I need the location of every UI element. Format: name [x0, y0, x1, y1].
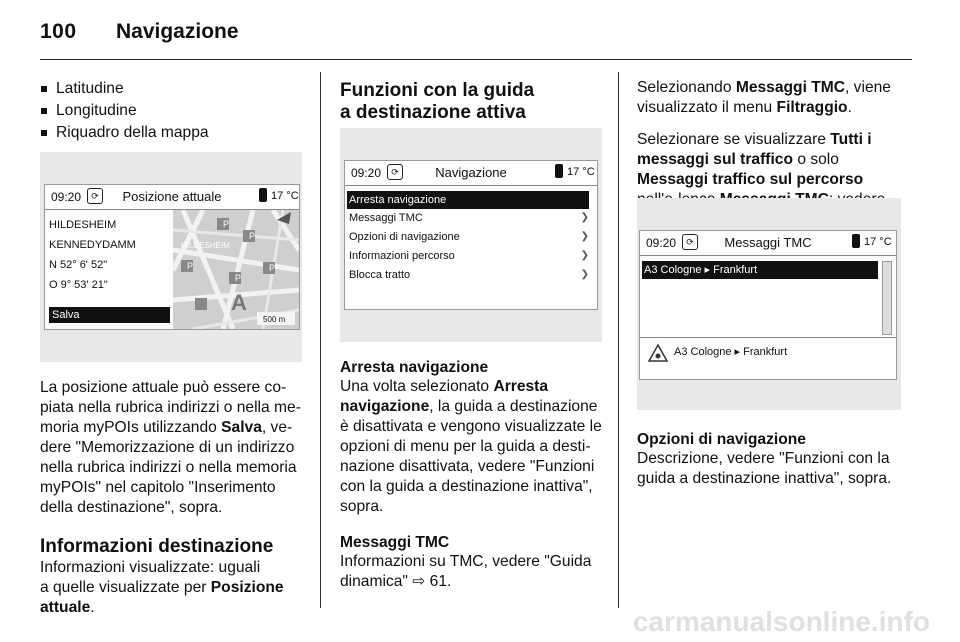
- column-1-text: [40, 378, 308, 618]
- clock-time: 09:20: [51, 190, 82, 204]
- thermometer-icon: [259, 188, 267, 202]
- screen-current-position: [44, 184, 300, 330]
- paragraph-traffic-select: Selezionare se visualizzare Tutti i messaggi sul traffico o solo Messaggi traffico sul percorso: [637, 131, 872, 188]
- scrollbar[interactable]: [882, 261, 892, 335]
- svg-text:P: P: [187, 261, 194, 271]
- bullet-icon: [41, 130, 47, 136]
- chevron-right-icon: ❯: [580, 231, 589, 242]
- svg-text:P: P: [235, 273, 242, 283]
- divider: [640, 337, 896, 338]
- tmc-message-detail: A3 Cologne ▸ Frankfurt: [674, 346, 788, 358]
- paragraph-destination-info: Informazioni visualizzate: uguali a quelle visualizzate per Posizione attuale.: [40, 559, 284, 616]
- thermometer-icon: [852, 234, 860, 248]
- menu-item-navigation-options[interactable]: Opzioni di navigazione ❯: [347, 228, 589, 246]
- menu-item-stop-navigation[interactable]: Arresta navigazione: [347, 191, 589, 209]
- page-number: 100: [40, 20, 77, 43]
- screen-title: Posizione attuale: [122, 189, 222, 204]
- bullet-icon: [41, 86, 47, 92]
- clock-time: 09:20: [646, 236, 677, 250]
- map-scale: 500 m: [263, 315, 286, 324]
- chevron-right-icon: ❯: [580, 212, 589, 223]
- screen-title: Navigazione: [435, 165, 507, 180]
- clock-icon: ⟳: [682, 234, 698, 250]
- heading-destination-info: Informazioni destinazione: [40, 536, 274, 557]
- heading-active-guidance: Funzioni con la guida a destinazione attiva: [340, 80, 535, 123]
- map-graphic: [173, 210, 299, 329]
- subheading-navigation-options: Opzioni di navigazione: [637, 431, 806, 448]
- clock-icon: ⟳: [387, 164, 403, 180]
- thermometer-icon: [555, 164, 563, 178]
- temperature: 17 °C: [271, 190, 299, 202]
- paragraph-navigation-options: Descrizione, vedere "Funzioni con la guida a destinazione inattiva", sopra.: [637, 450, 892, 487]
- figure-navigation-menu: [340, 128, 602, 342]
- warning-icon: [648, 343, 668, 363]
- temperature: 17 °C: [567, 166, 595, 178]
- column-2: [340, 80, 602, 124]
- svg-text:P: P: [223, 219, 230, 229]
- temperature: 17 °C: [864, 236, 892, 248]
- longitude-value: O 9° 53' 21": [49, 279, 108, 291]
- list-item: Longitudine: [40, 100, 308, 122]
- subheading-stop-navigation: Arresta navigazione: [340, 359, 489, 376]
- column-2-text: [340, 358, 602, 592]
- city-name: HILDESHEIM: [49, 219, 117, 231]
- paragraph-stop-navigation: Una volta selezionato Arresta navigazione, la guida a destinazione è disattivata e vengono visualizzate le opzioni di menu per la guida a desti-nazione disattivata, vedere "Funzioni con la guida a destinazione inattiva", sopra.: [340, 378, 602, 515]
- column-divider-2: [618, 72, 619, 608]
- street-name: KENNEDYDAMM: [49, 239, 136, 251]
- watermark: carmanualsonline.info: [632, 606, 930, 637]
- paragraph-save: La posizione attuale può essere co-piata nella rubrica indirizzi o nella me-moria myPOIs utilizzando Salva, ve-dere "Memorizzazione di un indirizzo nella rubrica indirizzi o nella memoria myPOIs" nel capitolo "Inserimento della destinazione", sopra.: [40, 379, 301, 516]
- chevron-right-icon: ❯: [580, 250, 589, 261]
- bullet-list: [40, 78, 308, 144]
- save-button[interactable]: Salva: [49, 307, 170, 323]
- tmc-message-selected[interactable]: A3 Cologne ▸ Frankfurt: [642, 261, 878, 279]
- svg-text:A: A: [231, 290, 247, 315]
- clock-icon: ⟳: [87, 188, 103, 204]
- map-panel: [173, 210, 299, 329]
- clock-time: 09:20: [351, 166, 382, 180]
- subheading-tmc: Messaggi TMC: [340, 534, 450, 551]
- screen-navigation-menu: [344, 160, 598, 310]
- svg-text:P: P: [269, 263, 276, 273]
- bullet-icon: [41, 108, 47, 114]
- figure-current-position: [40, 152, 302, 362]
- chevron-right-icon: ❯: [580, 269, 589, 280]
- column-3-text: [637, 430, 905, 489]
- latitude-value: N 52° 6' 52": [49, 259, 108, 271]
- menu-item-tmc-messages[interactable]: Messaggi TMC ❯: [347, 209, 589, 227]
- list-item: Riquadro della mappa: [40, 122, 308, 144]
- paragraph-tmc-filter: Selezionando Messaggi TMC, viene visualizzato il menu Filtraggio.: [637, 79, 891, 116]
- section-title: Navigazione: [116, 20, 239, 43]
- menu-item-block-route[interactable]: Blocca tratto ❯: [347, 266, 589, 284]
- screen-tmc-messages: [639, 230, 897, 380]
- header-rule: [40, 59, 912, 60]
- figure-tmc-messages: [637, 198, 901, 410]
- map-label: HILDESHEIM: [181, 241, 230, 250]
- column-1: [40, 74, 308, 144]
- screen-title: Messaggi TMC: [724, 235, 812, 250]
- paragraph-tmc: Informazioni su TMC, vedere "Guida dinamica" ⇨ 61.: [340, 553, 592, 590]
- column-divider-1: [320, 72, 321, 608]
- svg-text:P: P: [249, 231, 256, 241]
- menu-item-route-info[interactable]: Informazioni percorso ❯: [347, 247, 589, 265]
- list-item: Latitudine: [40, 78, 308, 100]
